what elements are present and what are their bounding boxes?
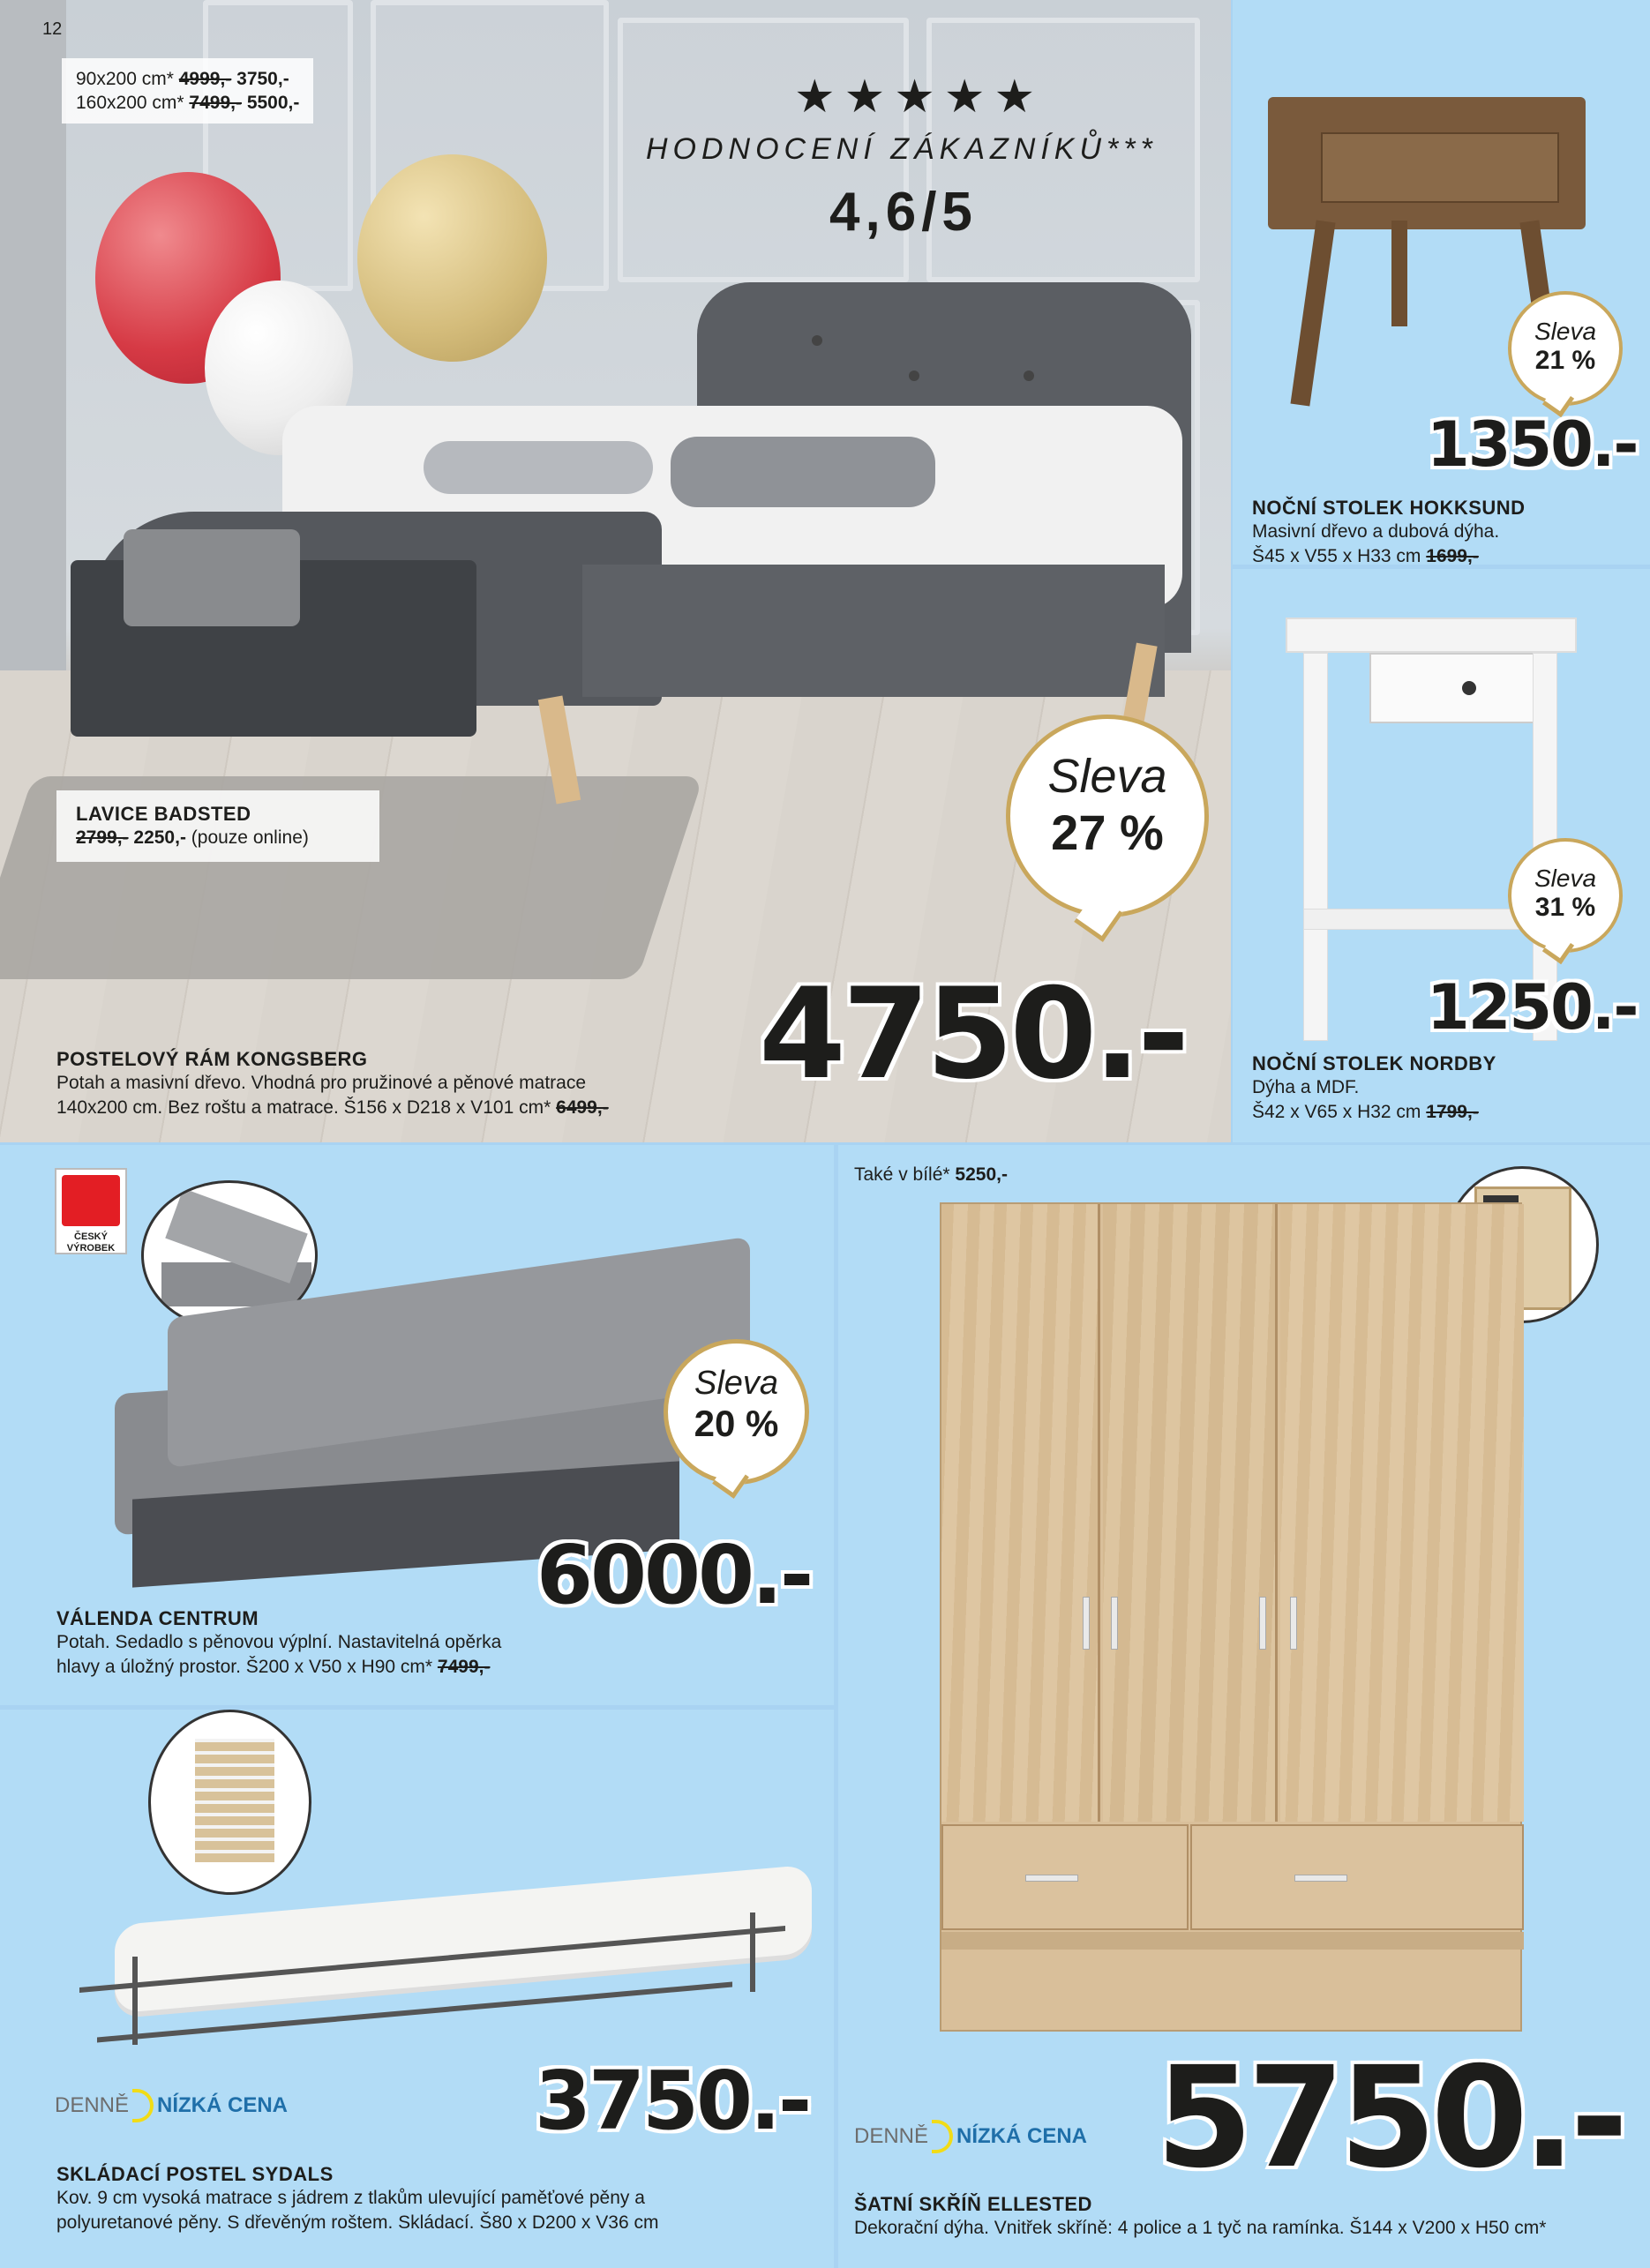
bench-image (71, 560, 476, 737)
wardrobe-image (940, 1202, 1522, 2032)
discount-bubble-nordby: Sleva 31 % (1508, 838, 1623, 953)
nightstand1-panel (1233, 0, 1650, 565)
hokksund-description: NOČNÍ STOLEK HOKKSUND Masivní dřevo a dubová dýha. Š45 x V55 x H33 cm 1699,- (1252, 497, 1526, 565)
hokksund-price: 1350.- (1427, 408, 1638, 481)
hero-photo (0, 0, 1231, 1142)
folding-bed-panel (0, 1710, 834, 2268)
folding-bed-price: 3750.- (535, 2054, 810, 2148)
rating-value: 4,6/5 (829, 182, 978, 243)
discount-bubble-bed: Sleva 27 % (1006, 715, 1209, 917)
bed-price: 4750.- (759, 962, 1187, 1107)
bed-description: POSTELOVÝ RÁM KONGSBERG Potah a masivní dřevo. Vhodná pro pružinové a pěnové matrace 140x200 cm. Bez roštu a matrace. Š156 x D218 x V101 cm* 6499,- (56, 1048, 609, 1118)
bench-label: LAVICE BADSTED 2799,- 2250,- (pouze online) (56, 790, 379, 862)
discount-bubble-hokksund: Sleva 21 % (1508, 291, 1623, 406)
folding-bed-description: SKLÁDACÍ POSTEL SYDALS Kov. 9 cm vysoká matrace s jádrem z tlakům ulevující paměťové pěny a polyuretanové pěny. S dřevěným roštem. Skládací. Š80 x D200 x V36 cm (56, 2163, 659, 2233)
cesky-vyrobek-badge: ČESKÝ VÝROBEK (55, 1168, 127, 1254)
denne-nizka-cena-logo-2: DENNĚ NÍZKÁ CENA (854, 2120, 1087, 2153)
nightstand2-panel (1233, 569, 1650, 1142)
wardrobe-price: 5750.- (1156, 2037, 1624, 2199)
wardrobe-description: ŠATNÍ SKŘÍŇ ELLESTED Dekorační dýha. Vnitřek skříně: 4 police a 1 tyč na ramínka. Š144 x V200 x H50 cm* (854, 2193, 1547, 2238)
rating-label: HODNOCENÍ ZÁKAZNÍKŮ*** (646, 132, 1158, 166)
denne-nizka-cena-logo-1: DENNĚ NÍZKÁ CENA (55, 2089, 288, 2122)
discount-bubble-valenda: Sleva 20 % (664, 1339, 809, 1485)
valenda-description: VÁLENDA CENTRUM Potah. Sedadlo s pěnovou výplní. Nastavitelná opěrka hlavy a úložný prostor. Š200 x V50 x H90 cm* 7499,- (56, 1607, 502, 1677)
wardrobe-shelf-image (0, 0, 66, 670)
valenda-panel (0, 1145, 834, 1705)
valenda-price: 6000.- (536, 1528, 812, 1622)
rating-stars: ★★★★★ (794, 71, 1045, 123)
nordby-description: NOČNÍ STOLEK NORDBY Dýha a MDF. Š42 x V65 x H32 cm 1799,- (1252, 1052, 1496, 1122)
page-number: 12 (42, 19, 63, 39)
nordby-price: 1250.- (1427, 971, 1638, 1044)
wardrobe-panel (838, 1145, 1650, 2268)
also-white-note: Také v bílé* 5250,- (854, 1164, 1008, 1185)
mattress-price-box: 90x200 cm* 4999,- 3750,- 160x200 cm* 7499,- 5500,- (62, 58, 313, 124)
